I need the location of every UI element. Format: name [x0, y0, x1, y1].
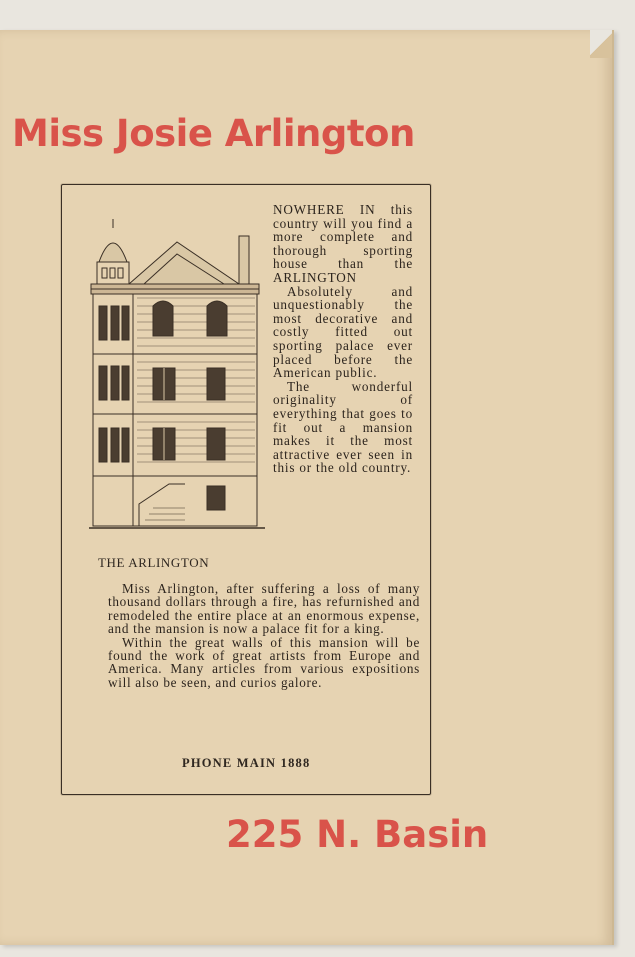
body-paragraph: Miss Arlington, after suffering a loss of many thousand dollars through a fire, has refurnished and remodeled the entire place at an enormous expense, and the mansion is now a palace fit for a king. — [108, 581, 420, 637]
building-illustration — [89, 214, 265, 534]
column-paragraph: The wonderful originality of everything that goes to fit out a mansion makes it the most attractive ever seen in this or the old country. — [273, 378, 413, 476]
column-paragraph: NOWHERE IN this country will you find a more complete and thorough sporting house than the ARLINGTON — [273, 202, 413, 285]
page-title: Miss Josie Arlington — [12, 112, 415, 155]
column-paragraph: Absolutely and unquestionably the most decorative and costly fitted out sporting palace ever placed before the American public. — [273, 283, 413, 381]
body-text — [108, 582, 420, 689]
phone-number: PHONE MAIN 1888 — [182, 756, 311, 770]
illustration-caption: THE ARLINGTON — [98, 555, 210, 570]
street-address: 225 N. Basin — [226, 813, 489, 856]
body-paragraph: Within the great walls of this mansion will be found the work of great artists from Europe and America. Many articles from various expositions will also be seen, and curios galore. — [108, 634, 420, 690]
page-corner — [590, 30, 612, 58]
side-column-text — [273, 203, 413, 475]
